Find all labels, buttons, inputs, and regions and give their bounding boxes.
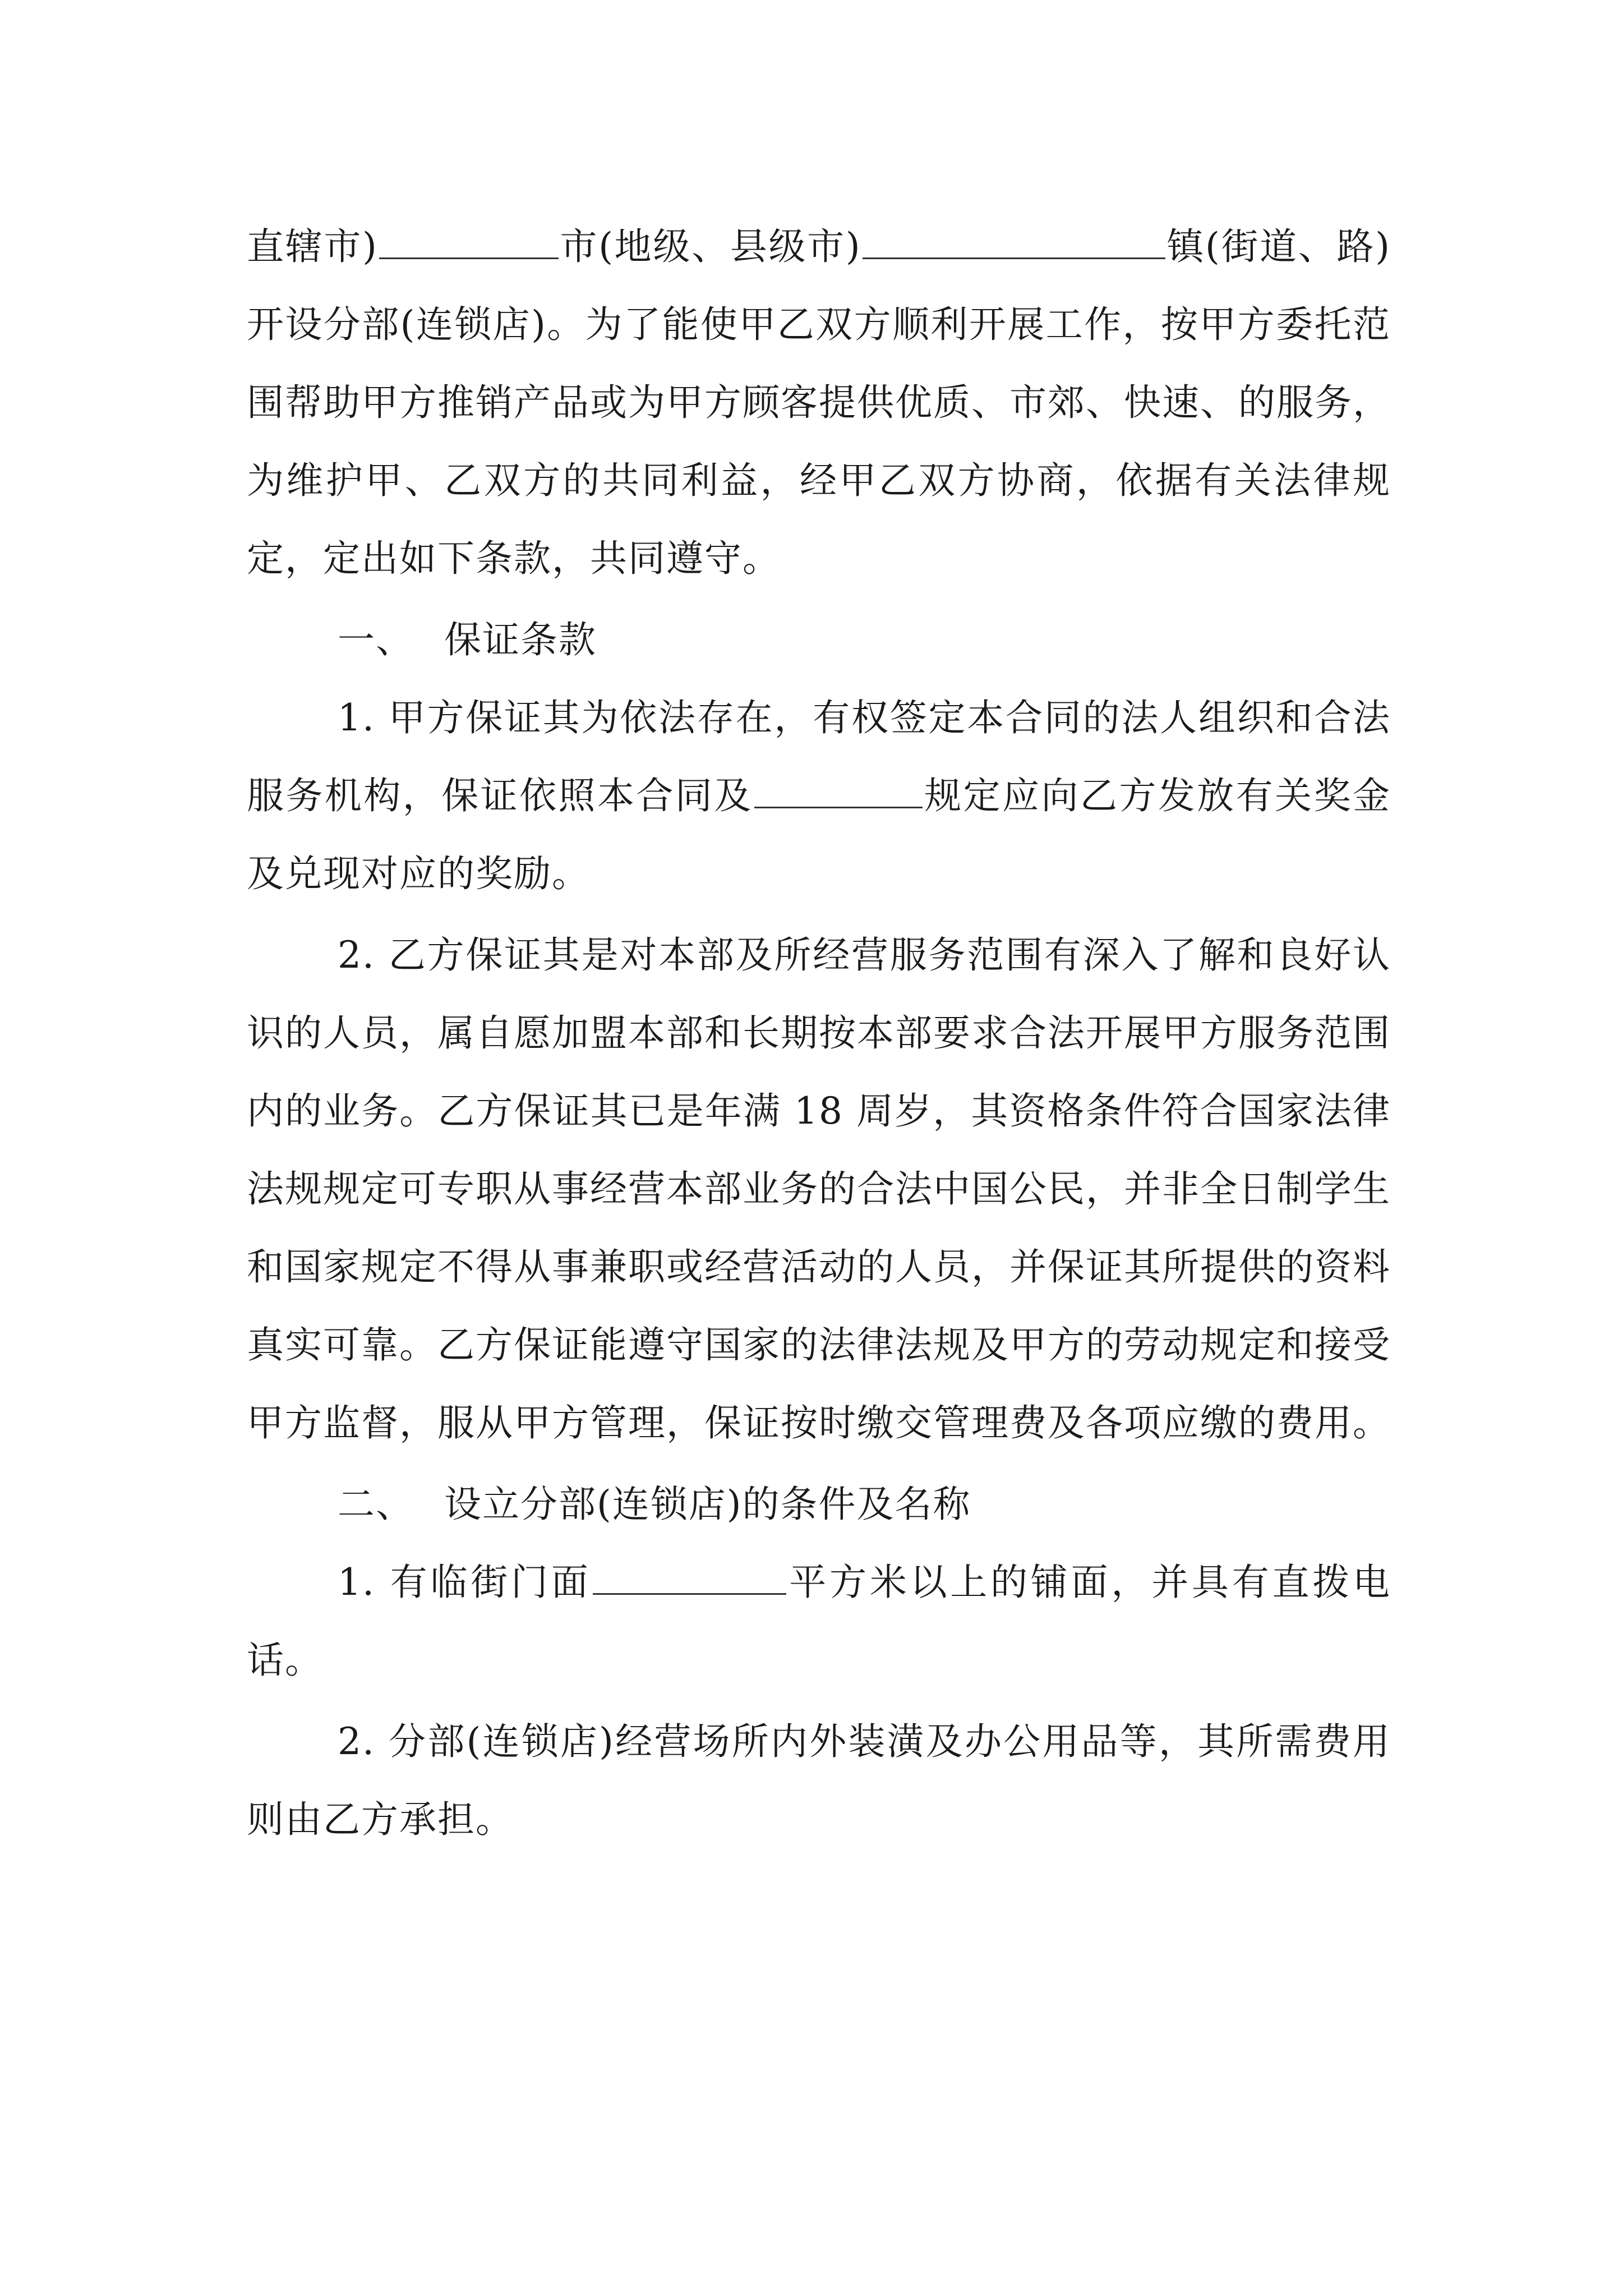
blank-line <box>379 224 559 259</box>
section-heading-2 <box>247 1465 1391 1543</box>
section-number: 一、 <box>338 618 414 661</box>
text-segment: 直辖市) <box>247 225 378 268</box>
blank-line <box>593 1560 786 1595</box>
paragraph-clause-2-1 <box>247 1543 1391 1699</box>
text-segment: 1. 甲方保证其为依法存在，有权签定本合同的法人组织和合法服务机构，保证依照本合同及 <box>247 696 1391 817</box>
document-page <box>247 208 1391 1862</box>
blank-line <box>754 774 923 808</box>
text-segment: 平方米以上的铺面，并具有直拨电话。 <box>247 1561 1391 1682</box>
paragraph-clause-1-2: 2. 乙方保证其是对本部及所经营服务范围有深入了解和良好认识的人员，属自愿加盟本部和长期按本部要求合法开展甲方服务范围内的业务。乙方保证其已是年满 18 周岁，其资格条件符合国家法律法规规定可专职从事经营本部业务的合法中国公民，并非全日制学生和国家规定不得从事兼职或经营活动的人员，并保证其所提供的资料真实可靠。乙方保证能遵守国家的法律法规及甲方的劳动规定和接受甲方监督，服从甲方管理，保证按时缴交管理费及各项应缴的费用。 <box>247 933 1391 1444</box>
section-heading-1 <box>247 601 1391 679</box>
text-segment: 镇(街道、路)开设分部(连锁店)。为了能使甲乙双方顺利开展工作，按甲方委托范围帮助甲方推销产品或为甲方顾客提供优质、市郊、快速、的服务，为维护甲、乙双方的共同利益，经甲乙双方协商，依据有关法律规定，定出如下条款，共同遵守。 <box>247 225 1391 580</box>
paragraph-intro <box>247 208 1391 597</box>
text-segment: 1. 有临街门面 <box>338 1561 592 1604</box>
section-number: 二、 <box>338 1483 414 1526</box>
paragraph-clause-2-2: 2. 分部(连锁店)经营场所内外装潢及办公用品等，其所需费用则由乙方承担。 <box>247 1720 1391 1841</box>
blank-line <box>863 224 1165 259</box>
text-segment: 规定应向乙方发放有关奖金及兑现对应的奖励。 <box>247 774 1391 895</box>
section-title: 设立分部(连锁店)的条件及名称 <box>444 1483 971 1526</box>
text-segment: 市(地级、县级市) <box>559 225 861 268</box>
paragraph-clause-1-1 <box>247 679 1391 913</box>
section-title: 保证条款 <box>444 618 597 661</box>
